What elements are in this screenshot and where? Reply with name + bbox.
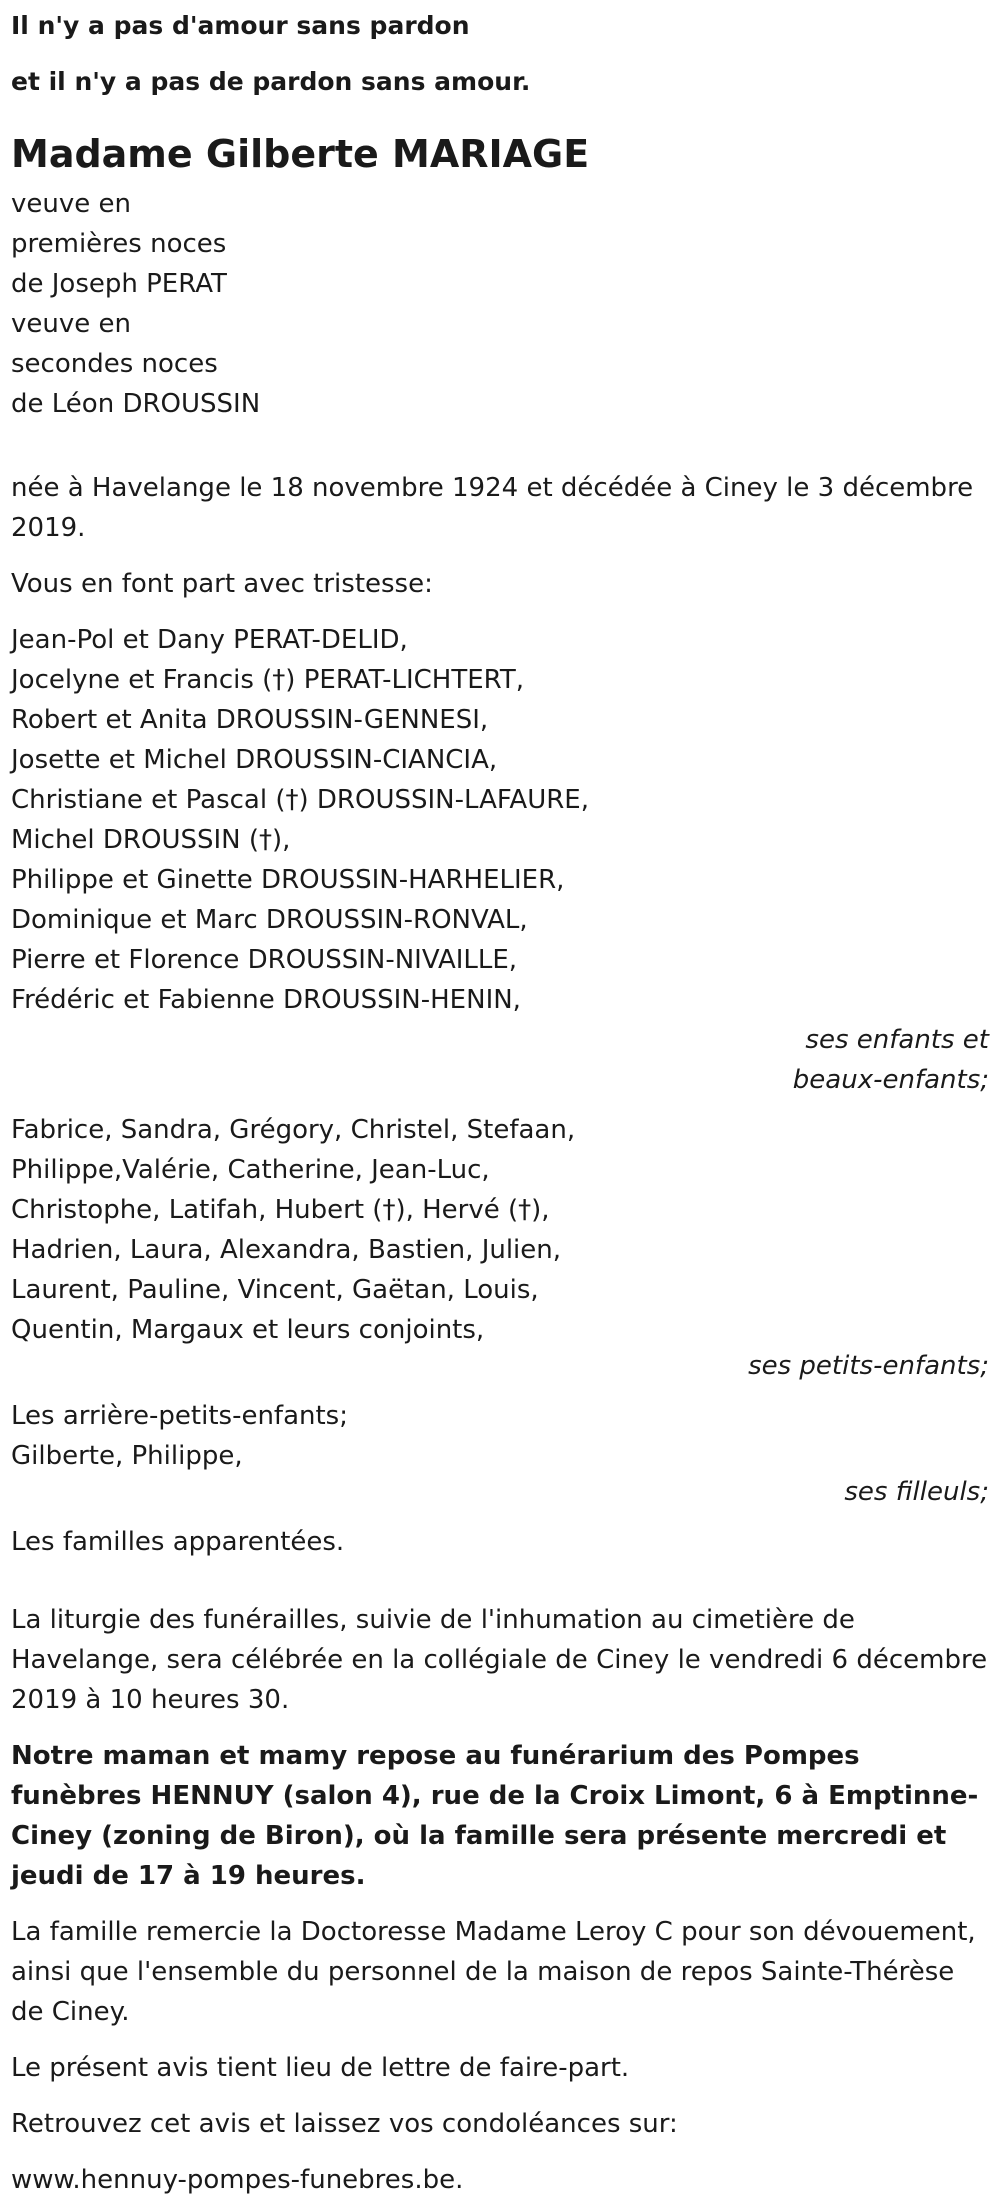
list-item: Robert et Anita DROUSSIN-GENNESI, [11,705,489,735]
rest-notice-text: Notre maman et mamy repose au funérarium des Pompes funèbres HENNUY (salon 4), rue de la Croix Limont, 6 à Emptinne-Ciney (zoning de Biron), où la famille sera présente mercredi et jeudi de 17 à 19 heures. [11,1741,979,1891]
grandchildren-label: ses petits-enfants; [748,1351,989,1381]
great-grandchildren-text: Les arrière-petits-enfants; [11,1401,348,1431]
list-item: Hadrien, Laura, Alexandra, Bastien, Julien, [11,1235,562,1265]
list-item: Pierre et Florence DROUSSIN-NIVAILLE, [11,945,518,975]
list-item: Christiane et Pascal (†) DROUSSIN-LAFAURE, [11,785,589,815]
detail-line: de Joseph PERAT [11,269,227,299]
detail-line: veuve en [11,309,131,339]
children-label-line-2: beaux-enfants; [792,1065,989,1095]
intro-text: Vous en font part avec tristesse: [11,569,433,599]
quote-line-1: Il n'y a pas d'amour sans pardon [11,11,470,40]
deceased-name: Madame Gilberte MARIAGE [11,132,590,176]
list-item: Quentin, Margaux et leurs conjoints, [11,1315,485,1345]
detail-line: premières noces [11,229,227,259]
letter-notice-text: Le présent avis tient lieu de lettre de faire-part. [11,2053,630,2083]
great-grandchildren-section [11,1396,989,1476]
quote-line-2: et il n'y a pas de pardon sans amour. [11,67,531,96]
funeral-text: La liturgie des funérailles, suivie de l'inhumation au cimetière de Havelange, sera célébrée en la collégiale de Ciney le vendredi 6 décembre 2019 à 10 heures 30. [11,1605,988,1715]
website-text: www.hennuy-pompes-funebres.be. [11,2165,464,2195]
condolences-intro-text: Retrouvez cet avis et laissez vos condoléances sur: [11,2109,678,2139]
detail-line: de Léon DROUSSIN [11,389,261,419]
list-item: Jocelyne et Francis (†) PERAT-LICHTERT, [11,665,524,695]
list-item: Jean-Pol et Dany PERAT-DELID, [11,625,408,655]
godchildren-names: Gilberte, Philippe, [11,1441,243,1471]
deceased-details [11,184,989,424]
list-item: Philippe,Valérie, Catherine, Jean-Luc, [11,1155,490,1185]
detail-line: secondes noces [11,349,218,379]
list-item: Christophe, Latifah, Hubert (†), Hervé (†), [11,1195,550,1225]
children-label-line-1: ses enfants et [805,1025,989,1055]
list-item: Josette et Michel DROUSSIN-CIANCIA, [11,745,498,775]
children-list [11,620,989,1020]
list-item: Frédéric et Fabienne DROUSSIN-HENIN, [11,985,521,1015]
birth-death-text: née à Havelange le 18 novembre 1924 et décédée à Ciney le 3 décembre 2019. [11,473,974,543]
list-item: Laurent, Pauline, Vincent, Gaëtan, Louis, [11,1275,539,1305]
detail-line: veuve en [11,189,131,219]
list-item: Dominique et Marc DROUSSIN-RONVAL, [11,905,528,935]
obituary-notice [11,6,989,2200]
godchildren-label: ses filleuls; [844,1477,989,1507]
list-item: Fabrice, Sandra, Grégory, Christel, Stefaan, [11,1115,576,1145]
thanks-text: La famille remercie la Doctoresse Madame Leroy C pour son dévouement, ainsi que l'ensemble du personnel de la maison de repos Sainte-Thérèse de Ciney. [11,1917,976,2027]
list-item: Michel DROUSSIN (†), [11,825,291,855]
families-text: Les familles apparentées. [11,1527,345,1557]
grandchildren-list [11,1110,989,1350]
list-item: Philippe et Ginette DROUSSIN-HARHELIER, [11,865,565,895]
